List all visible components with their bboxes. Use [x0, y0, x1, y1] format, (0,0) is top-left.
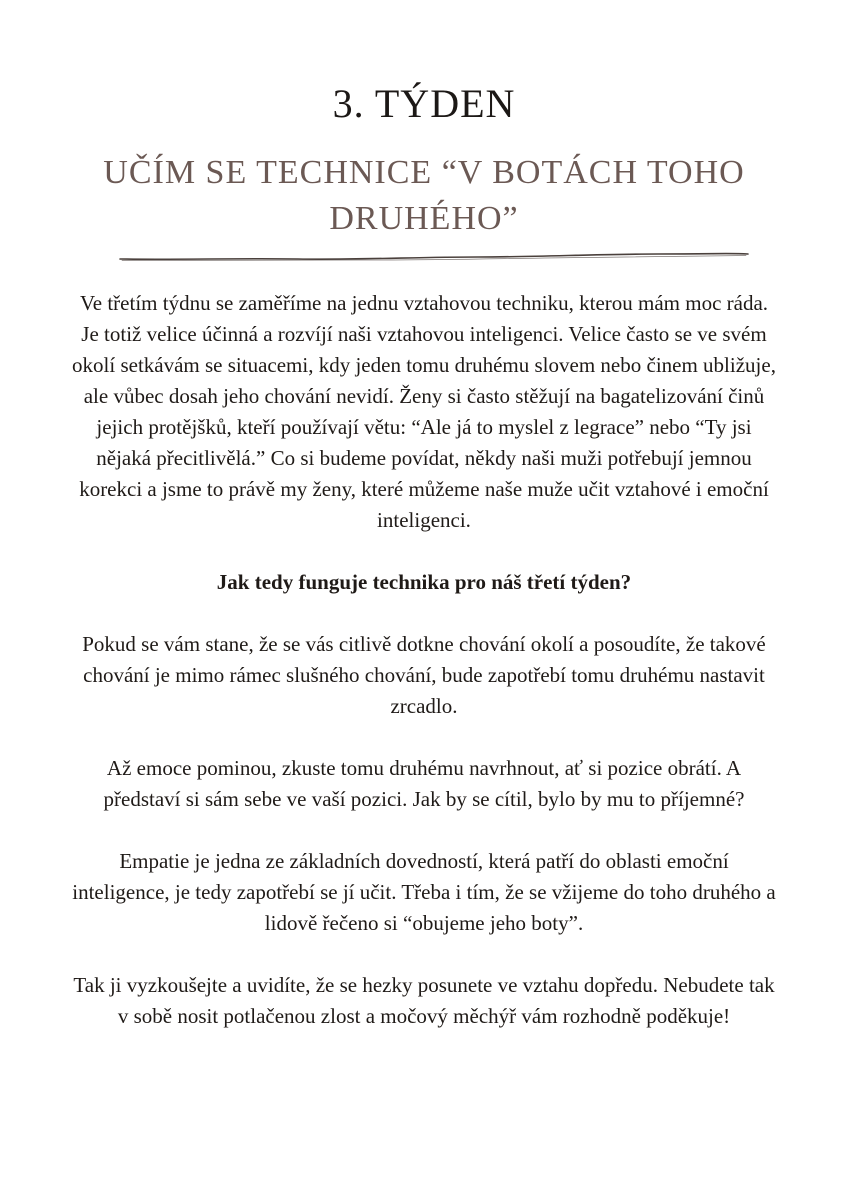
question-heading: Jak tedy funguje technika pro náš třetí týden? — [216, 570, 632, 594]
body-content — [70, 288, 778, 1063]
decorative-divider — [118, 250, 750, 264]
paragraph-intro: Ve třetím týdnu se zaměříme na jednu vztahovou techniku, kterou mám moc ráda. Je totiž velice účinná a rozvíjí naši vztahovou inteligenci. Velice často se ve svém okolí setkávám se situacemi, kdy jeden tomu druhému slovem nebo činem ubližuje, ale vůbec dosah jeho chování nevidí. Ženy si často stěžují na bagatelizování činů jejich protějšků, kteří používají větu: “Ale já to myslel z legrace” nebo “Ty jsi nějaká přecitlivělá.” Co si budeme povídat, někdy naši muži potřebují jemnou korekci a jsme to právě my ženy, které můžeme naše muže učit vztahové i emoční inteligenci. — [72, 291, 776, 532]
paragraph-technique: Pokud se vám stane, že se vás citlivě dotkne chování okolí a posoudíte, že takové chování je mimo rámec slušného chování, bude zapotřebí tomu druhému nastavit zrcadlo. — [82, 632, 766, 718]
paragraph-closing: Tak ji vyzkoušejte a uvidíte, že se hezky posunete ve vztahu dopředu. Nebudete tak v sobě nosit potlačenou zlost a močový měchýř vám rozhodně poděkuje! — [73, 973, 775, 1028]
paragraph-swap-positions: Až emoce pominou, zkuste tomu druhému navrhnout, ať si pozice obrátí. A představí si sám sebe ve vaší pozici. Jak by se cítil, bylo by mu to příjemné? — [103, 756, 745, 811]
paragraph-empathy: Empatie je jedna ze základních dovedností, která patří do oblasti emoční inteligence, je tedy zapotřebí se jí učit. Třeba i tím, že se vžijeme do toho druhého a lidově řečeno si “obujeme jeho boty”. — [72, 849, 776, 935]
subtitle: UČÍM SE TECHNICE “V BOTÁCH TOHO DRUHÉHO” — [103, 154, 745, 237]
week-title: 3. TÝDEN — [332, 81, 516, 126]
